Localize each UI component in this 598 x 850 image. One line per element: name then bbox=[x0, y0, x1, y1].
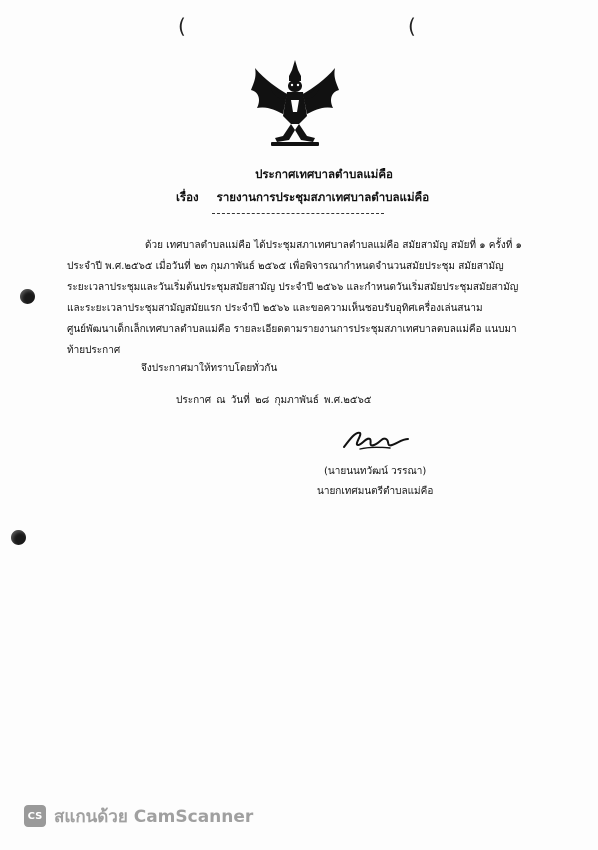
punch-hole bbox=[11, 530, 26, 545]
announcement-title: ประกาศเทศบาลตำบลแม่คือ bbox=[255, 167, 393, 181]
handwritten-signature bbox=[340, 425, 412, 453]
punch-hole bbox=[20, 289, 35, 304]
body-paragraph bbox=[67, 235, 547, 361]
subject-text: รายงานการประชุมสภาเทศบาลตำบลแม่คือ bbox=[216, 190, 430, 204]
announcement-date: ประกาศ ณ วันที่ ๒๘ กุมภาพันธ์ พ.ศ.๒๕๖๕ bbox=[176, 395, 372, 406]
body-line: ศูนย์พัฒนาเด็กเล็กเทศบาลตำบลแม่คือ รายละเอียดตามรายงานการประชุมสภาเทศบาลตบลแม่คือ แนบมา bbox=[67, 324, 517, 335]
body-line: ระยะเวลาประชุมและวันเริ่มต้นประชุมสมัยสามัญ ประจำปี ๒๕๖๖ และกำหนดวันเริ่มสมัยประชุมสมัยสามัญ bbox=[67, 282, 519, 293]
body-line: ประจำปี พ.ศ.๒๕๖๕ เมื่อวันที่ ๒๓ กุมภาพันธ์ ๒๕๖๕ เพื่อพิจารณากำหนดจำนวนสมัยประชุม สมัยสามัญ bbox=[67, 261, 504, 272]
body-line: และระยะเวลาประชุมสามัญสมัยแรก ประจำปี ๒๕๖๖ และขอความเห็นชอบรับอุทิศเครื่องเล่นสนาม bbox=[67, 303, 483, 314]
garuda-emblem-icon bbox=[249, 58, 341, 150]
body-line: ด้วย เทศบาลตำบลแม่คือ ได้ประชุมสภาเทศบาลตำบลแม่คือ สมัยสามัญ สมัยที่ ๑ ครั้งที่ ๑ bbox=[145, 240, 522, 251]
subject-label: เรื่อง bbox=[176, 190, 199, 204]
body-line: ท้ายประกาศ bbox=[67, 345, 121, 356]
notice-text: จึงประกาศมาให้ทราบโดยทั่วกัน bbox=[141, 363, 278, 374]
signer-position: นายกเทศมนตรีตำบลแม่คือ bbox=[317, 486, 434, 497]
subject-row bbox=[176, 189, 429, 207]
divider-line bbox=[212, 213, 384, 214]
camscanner-logo-icon: CS bbox=[24, 805, 46, 827]
watermark-text: สแกนด้วย CamScanner bbox=[54, 806, 254, 827]
signer-name: (นายนนทวัฒน์ วรรณา) bbox=[324, 466, 427, 477]
camscanner-watermark bbox=[24, 804, 253, 828]
staple-mark-right: ( bbox=[408, 14, 416, 38]
staple-mark-left: ( bbox=[178, 14, 186, 38]
